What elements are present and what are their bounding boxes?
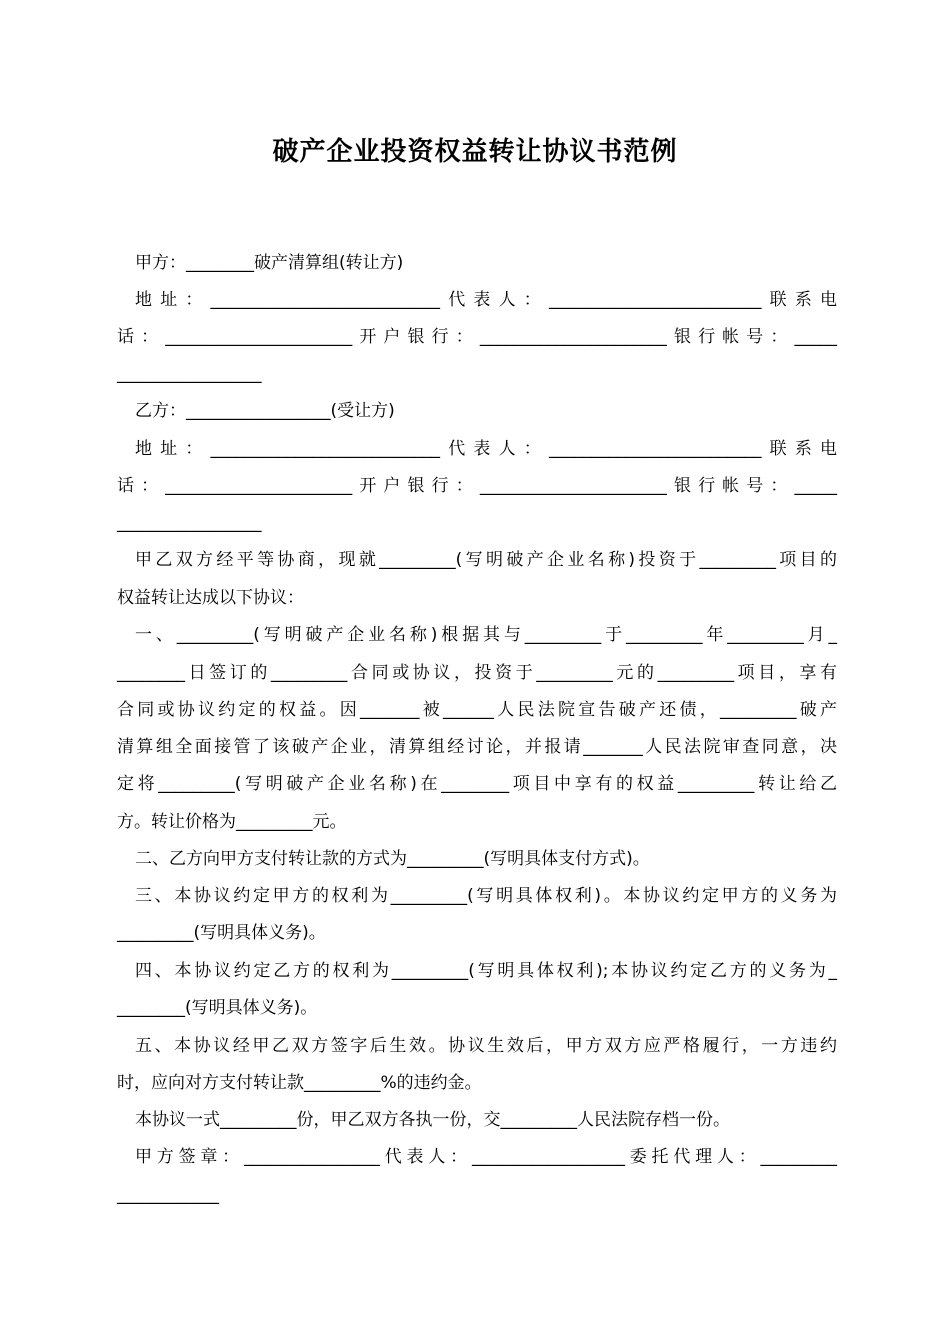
intro-paragraph-line: 权益转让达成以下协议： <box>117 588 304 608</box>
clause-4-line: 四、本协议约定乙方的权利为_________(写明具体权利);本协议约定乙方的义务为_ <box>135 961 837 981</box>
clause-1-line: ________日签订的_________合同或协议，投资于_________元的_________项目，享有 <box>117 663 837 683</box>
document-title: 破产企业投资权益转让协议书范例 <box>272 137 678 167</box>
clause-2-line: 二、乙方向甲方支付转让款的方式为_________(写明具体支付方式)。 <box>135 849 650 869</box>
copies-line: 本协议一式_________份，甲乙双方各执一份，交_________人民法院存档一份。 <box>135 1110 730 1130</box>
clause-1-line: 清算组全面接管了该破产企业，清算组经讨论，并报请_______人民法院审查同意，决 <box>117 737 837 757</box>
party-a-account-cont: _________________ <box>117 364 262 384</box>
clause-5-line: 五、本协议经甲乙双方签字后生效。协议生效后，甲方双方应严格履行，一方违约 <box>135 1036 837 1056</box>
party-a-line: 甲方：________破产清算组(转让方) <box>135 253 404 273</box>
clause-3-line: _________(写明具体义务)。 <box>117 923 326 943</box>
clause-5-line: 时，应向对方支付转让款_________%的违约金。 <box>117 1073 482 1093</box>
party-b-line: 乙方：_________________(受让方) <box>135 401 395 421</box>
party-a-address-line: 地址：___________________________代表人：_________________________联系电 <box>135 290 837 310</box>
clause-3-line: 三、本协议约定甲方的权利为_________(写明具体权利)。本协议约定甲方的义务为 <box>135 886 837 906</box>
party-b-address-line: 地址：___________________________代表人：_________________________联系电 <box>135 439 837 459</box>
clause-1-line: 方。转让价格为_________元。 <box>117 812 347 832</box>
clause-1-line: 一、_________(写明破产企业名称)根据其与_________于_________年_________月_ <box>135 625 837 645</box>
clause-1-line: 定将_________(写明破产企业名称)在________项目中享有的权益_________转让给乙 <box>117 774 837 794</box>
intro-paragraph-line: 甲乙双方经平等协商，现就_________(写明破产企业名称)投资于_________项目的 <box>135 550 837 570</box>
clause-4-line: ________(写明具体义务)。 <box>117 998 318 1018</box>
party-a-phone-line: 话：______________________开户银行：______________________银行帐号：_____ <box>117 327 837 347</box>
clause-1-line: 合同或协议约定的权益。因_______被______人民法院宣告破产还债，_________破产 <box>117 700 837 720</box>
signature-line-cont: ____________ <box>117 1185 219 1205</box>
party-b-account-cont: _________________ <box>117 513 262 533</box>
signature-line: 甲方签章：________________代表人：__________________委托代理人：_________ <box>135 1147 837 1167</box>
party-b-phone-line: 话：______________________开户银行：______________________银行帐号：_____ <box>117 476 837 496</box>
